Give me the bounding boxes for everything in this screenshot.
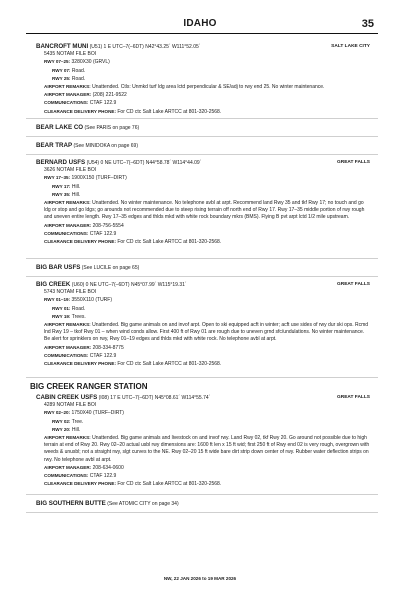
communications-label: COMMUNICATIONS: <box>44 473 89 479</box>
airport-name: BIG SOUTHERN BUTTE <box>36 500 106 507</box>
runway-end-value: Hill. <box>71 183 81 190</box>
runway-end-label: RWY 19: <box>52 313 71 319</box>
runway-value: 3280X30 (GRVL) <box>71 59 110 66</box>
runway-end-label: RWY 17: <box>52 183 71 189</box>
runway-label: RWY 07–25: <box>44 59 71 65</box>
airport-name: BIG BAR USFS <box>36 264 81 271</box>
airport-heading <box>36 281 370 289</box>
entry-divider <box>26 377 378 378</box>
manager-label: AIRPORT MANAGER: <box>44 464 92 470</box>
header-rule <box>26 33 378 34</box>
runway-end-value: Trees. <box>71 313 86 320</box>
remarks-label: AIRPORT REMARKS: <box>44 435 91 441</box>
elevation-notam: 4289 NOTAM FILE BOI <box>44 402 97 409</box>
region-label: GREAT FALLS <box>337 160 370 165</box>
region-label: GREAT FALLS <box>337 395 370 400</box>
remarks-label: AIRPORT REMARKS: <box>44 322 91 328</box>
runway-end-label: RWY 02: <box>52 418 71 424</box>
section-title-ranger-station: BIG CREEK RANGER STATION <box>30 382 148 391</box>
runway-end-label: RWY 01: <box>52 305 71 311</box>
airport-heading <box>36 159 370 167</box>
airport-heading <box>36 394 370 402</box>
runway-value: 1750X40 (TURF–DIRT) <box>71 410 124 417</box>
runway-end-label: RWY 20: <box>52 426 71 432</box>
runway-end-value: Road. <box>71 67 86 74</box>
entry-divider <box>26 136 378 137</box>
clearance-value: For CD ctc Salt Lake ARTCC at 801-320-2568. <box>117 239 222 246</box>
communications-value: CTAF 122.9 <box>89 230 117 237</box>
airport-name: BEAR LAKE CO <box>36 124 84 131</box>
cross-reference: (See PARIS on page 76) <box>84 125 140 131</box>
manager-phone: (208) 221-9522 <box>92 92 127 99</box>
entry-divider <box>26 258 378 259</box>
airport-ref-bear-lake <box>36 124 370 132</box>
runway-end-label: RWY 07: <box>52 67 71 73</box>
region-label: SALT LAKE CITY <box>331 44 370 49</box>
elevation-notam: 3626 NOTAM FILE BOI <box>44 167 97 174</box>
communications-label: COMMUNICATIONS: <box>44 352 89 358</box>
remarks-text: Unattended. Big game animals on and invof arpt. Open to ski equipped acft in winter; acft use sides of rwy dur ski ops. Rcmd lnd Rwy 19 – tkof Rwy 01 – when wind conds allow. First 400 ft of Rwy 01 are rough due to uneven grnd sfc/undulations. No winter maintenance. Be alert for sprinklers on rwy, Rwy 01–19 edges and thlds mkd with white rock. No telephone avbl at arpt. <box>44 322 369 343</box>
runway-value: 3550X110 (TURF) <box>71 297 113 304</box>
manager-phone: 208-634-0600 <box>92 464 124 471</box>
manager-label: AIRPORT MANAGER: <box>44 344 92 350</box>
airport-entry-bancroft <box>36 43 370 116</box>
airport-ref-big-bar <box>36 264 370 272</box>
airport-details: (I08) 17 E UTC–7(–6DT) N45°08.61´ W114°55.74´ <box>98 395 211 401</box>
communications-label: COMMUNICATIONS: <box>44 100 89 106</box>
clearance-label: CLEARANCE DELIVERY PHONE: <box>44 361 116 367</box>
entry-divider <box>26 154 378 155</box>
airport-details: (U54) 0 NE UTC–7(–6DT) N44°58.78´ W114°44.09´ <box>86 160 202 166</box>
elevation-notam: 5435 NOTAM FILE BOI <box>44 51 97 58</box>
runway-end-value: Road. <box>71 305 86 312</box>
entry-divider <box>26 118 378 119</box>
effective-dates-footer: NW, 22 JAN 2026 to 19 MAR 2026 <box>163 576 237 581</box>
airport-ref-big-southern-butte <box>36 500 370 508</box>
communications-value: CTAF 122.9 <box>89 100 117 107</box>
remarks-text: Unattended. Ctls: Unmkd turf ldg area lctd perpendicular & SE/adj to rwy end 25. No winter maintenance. <box>92 84 325 91</box>
clearance-value: For CD ctc Salt Lake ARTCC at 801-320-2568. <box>117 481 222 488</box>
airport-details: (U60) 0 NE UTC–7(–6DT) N45°07.99´ W115°19.31´ <box>71 282 187 288</box>
manager-phone: 208-334-8775 <box>92 344 124 351</box>
airport-entry-big-creek <box>36 281 370 368</box>
runway-label: RWY 17–35: <box>44 175 71 181</box>
communications-value: CTAF 122.9 <box>89 473 117 480</box>
airport-name: BERNARD USFS <box>36 159 86 166</box>
runway-end-label: RWY 35: <box>52 191 71 197</box>
remarks-label: AIRPORT REMARKS: <box>44 84 91 90</box>
page-number: 35 <box>361 18 374 30</box>
region-label: GREAT FALLS <box>337 282 370 287</box>
entry-divider <box>26 512 378 513</box>
runway-end-label: RWY 25: <box>52 75 71 81</box>
state-title: IDAHO <box>183 18 217 29</box>
runway-value: 1900X150 (TURF–DIRT) <box>71 175 127 182</box>
communications-value: CTAF 122.9 <box>89 352 117 359</box>
entry-divider <box>26 494 378 495</box>
runway-end-value: Tree. <box>71 418 84 425</box>
clearance-label: CLEARANCE DELIVERY PHONE: <box>44 239 116 245</box>
runway-label: RWY 02–20: <box>44 410 71 416</box>
cross-reference: (See MINIDOKA on page 69) <box>73 143 138 149</box>
cross-reference: (See LUCILE on page 65) <box>81 265 140 271</box>
airport-name: CABIN CREEK USFS <box>36 394 98 401</box>
airport-entry-bernard <box>36 159 370 246</box>
manager-label: AIRPORT MANAGER: <box>44 222 92 228</box>
cross-reference: (See ATOMIC CITY on page 34) <box>107 501 179 507</box>
clearance-value: For CD ctc Salt Lake ARTCC at 801-320-2568. <box>117 361 222 368</box>
airport-heading <box>36 43 370 51</box>
runway-end-value: Hill. <box>71 191 81 198</box>
remarks-text: Unattended. Big game animals and livestock on and invof rwy. Land Rwy 02, tkf Rwy 20. Go around not possible due to high terrain at end of Rwy 20. Rwy 02–20 actual usbl rwy dimensions are: 1600 ft len x 15 ft wid; first 250 ft of Rwy end 02 is very rough, overgrown with weeds & unusbl; not a straight rwy, slgt curves to the NE. Rwy 02–20 15 ft wide bare dirt strip down center of rwy. Rubber water deflection strips on rwy. No telephone avbl at arpt. <box>44 435 370 463</box>
manager-phone: 208-756-5554 <box>92 222 124 229</box>
runway-end-value: Road. <box>71 75 86 82</box>
airport-name: BIG CREEK <box>36 281 71 288</box>
airport-ref-bear-trap <box>36 142 370 150</box>
elevation-notam: 5743 NOTAM FILE BOI <box>44 289 97 296</box>
clearance-label: CLEARANCE DELIVERY PHONE: <box>44 108 116 114</box>
remarks-label: AIRPORT REMARKS: <box>44 200 91 206</box>
runway-end-value: Hill. <box>71 426 81 433</box>
airport-details: (U51) 1 E UTC–7(–6DT) N42°43.25´ W111°52.05´ <box>89 44 201 50</box>
remarks-text: Unattended. No winter maintenance. No telephone avbl at arpt. Recommend land Rwy 35 and tkf Rwy 17; no touch and go ldg or stop and go ldgs; go arounds not recommended due to steep rising terrain off north end of Rwy 17. Rwy 17–35 middle portion of rwy rough and uneven entire length. Rwy 17–35 edges and thlds mkd with white rock boundary mkrs (BMS). Flying B pvt arpt lctd 1/2 mile upstream. <box>44 200 365 221</box>
entry-divider <box>26 276 378 277</box>
airport-name: BANCROFT MUNI <box>36 43 89 50</box>
airport-entry-cabin-creek <box>36 394 370 488</box>
communications-label: COMMUNICATIONS: <box>44 230 89 236</box>
runway-label: RWY 01–19: <box>44 297 71 303</box>
manager-label: AIRPORT MANAGER: <box>44 92 92 98</box>
airport-name: BEAR TRAP <box>36 142 73 149</box>
clearance-label: CLEARANCE DELIVERY PHONE: <box>44 481 116 487</box>
clearance-value: For CD ctc Salt Lake ARTCC at 801-320-2568. <box>117 108 222 115</box>
